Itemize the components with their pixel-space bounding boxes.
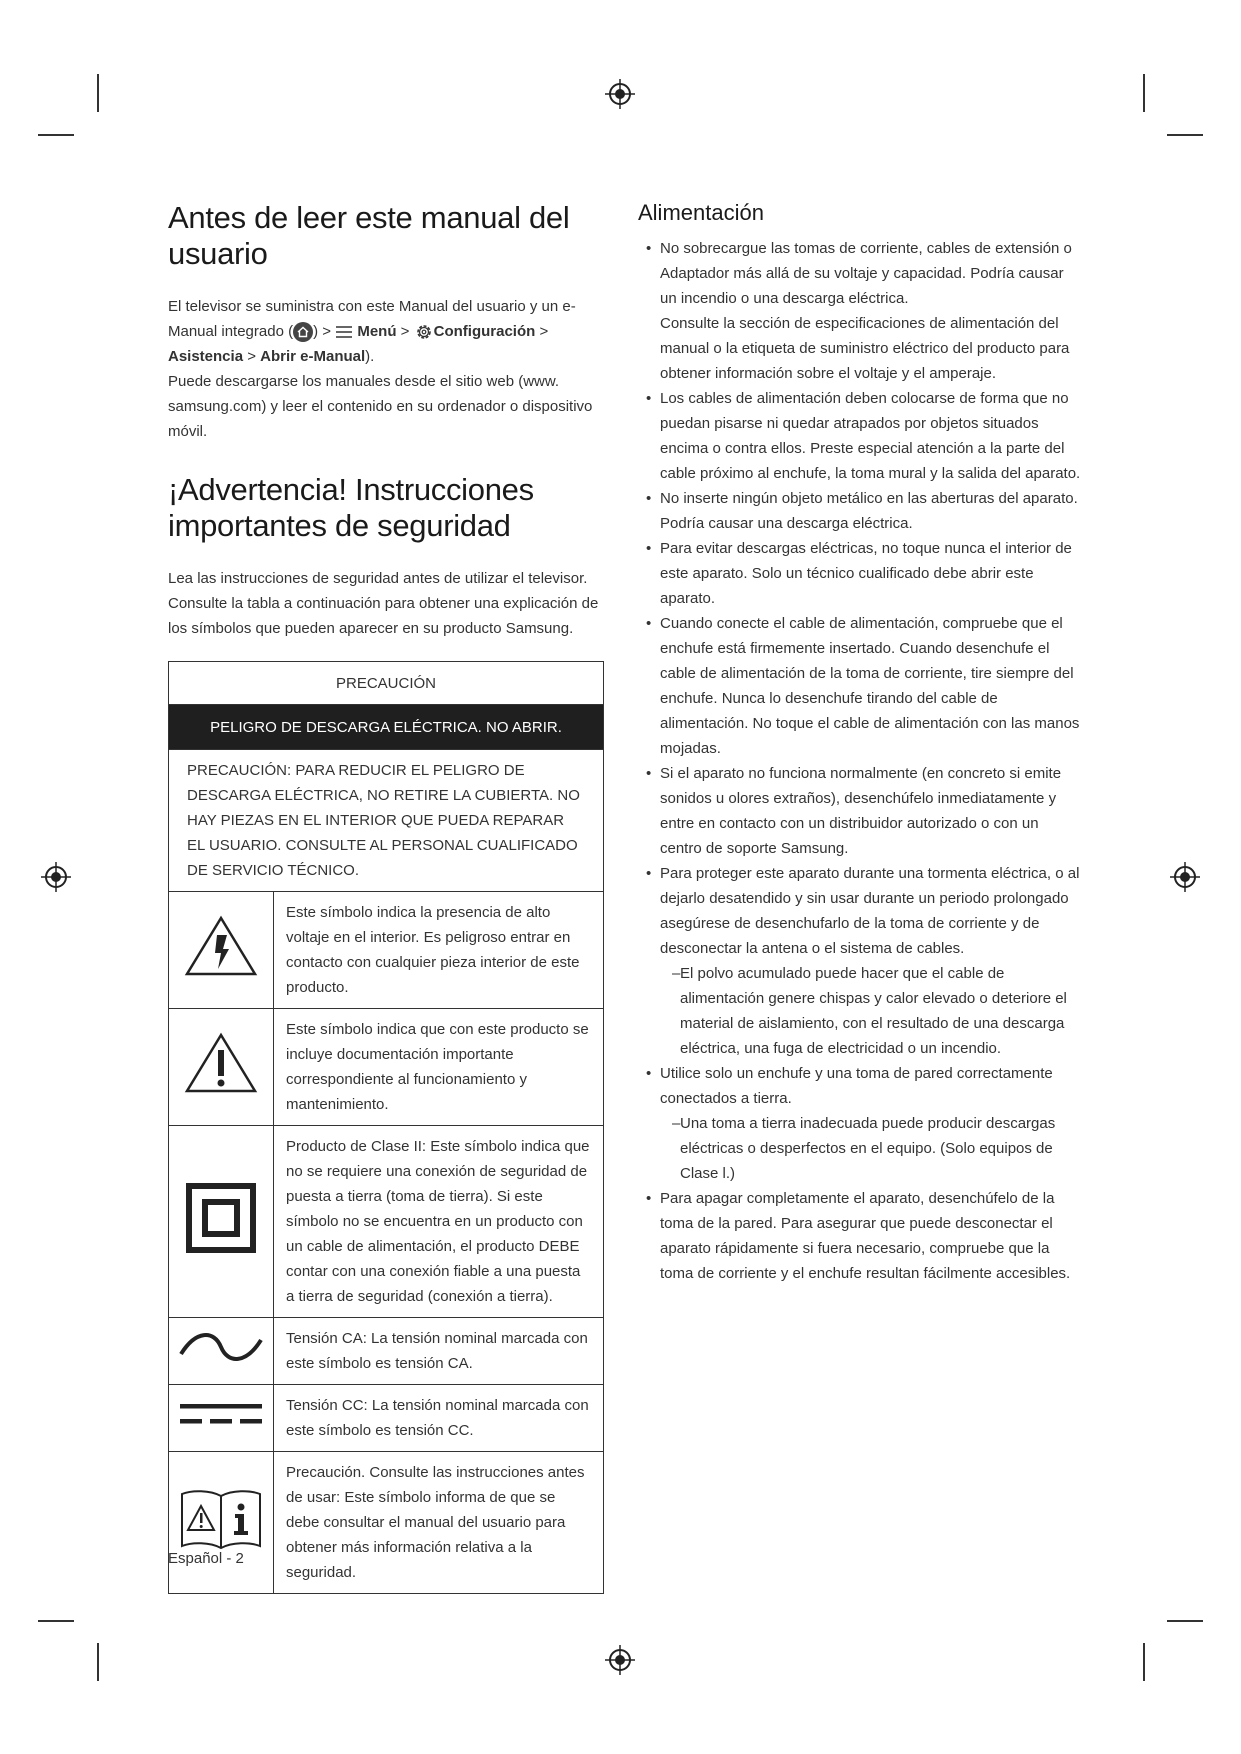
danger-banner: PELIGRO DE DESCARGA ELÉCTRICA. NO ABRIR. <box>169 705 604 750</box>
caution-text: PRECAUCIÓN: PARA REDUCIR EL PELIGRO DE DESCARGA ELÉCTRICA, NO RETIRE LA CUBIERTA. NO HAY PIEZAS EN EL INTERIOR QUE PUEDA REPARAR EL USUARIO. CONSULTE AL PERSONAL CUALIFICADO DE SERVICIO TÉCNICO. <box>169 750 604 892</box>
list-item <box>638 861 1084 1061</box>
bullet-text: Para proteger este aparato durante una tormenta eléctrica, o al dejarlo desatendido y sin usar durante un periodo prolongado asegúrese de desenchufarlo de la toma de corriente y de desconectar la antena o el sistema de cables. <box>660 865 1080 957</box>
menu-icon <box>335 324 353 340</box>
symbol-cell <box>169 1452 274 1594</box>
sub-item: – Una toma a tierra inadecuada puede producir descargas eléctricas o desperfectos en el equipo. (Solo equipos de Clase l.) <box>660 1111 1084 1186</box>
list-item: • Los cables de alimentación deben colocarse de forma que no puedan pisarse ni quedar atrapados por objetos situados encima o contra ellos. Preste especial atención a la parte del cable próximo al enchufe, la toma mural y la salida del aparato. <box>638 386 1084 486</box>
symbol-description: Este símbolo indica que con este producto se incluye documentación importante correspondiente al funcionamiento y mantenimiento. <box>274 1009 604 1126</box>
read-manual-icon <box>178 1486 264 1552</box>
power-bullet-list <box>638 236 1084 1286</box>
crop-mark <box>38 134 74 136</box>
crop-mark <box>1167 134 1203 136</box>
exclamation-triangle-icon <box>184 1032 258 1094</box>
caution-header: PRECAUCIÓN <box>169 662 604 705</box>
class-ii-icon <box>186 1183 256 1253</box>
symbol-cell <box>169 1009 274 1126</box>
symbol-cell <box>169 1318 274 1385</box>
caution-table <box>168 661 604 1594</box>
symbol-cell <box>169 1126 274 1318</box>
home-icon <box>293 322 313 342</box>
left-column <box>168 200 604 1594</box>
gear-icon <box>414 322 434 342</box>
page-title: Antes de leer este manual del usuario <box>168 200 570 271</box>
registration-mark-icon <box>605 79 635 109</box>
crop-mark <box>1143 74 1145 112</box>
registration-mark-icon <box>41 862 71 892</box>
crop-mark <box>97 74 99 112</box>
symbol-description: Precaución. Consulte las instrucciones antes de usar: Este símbolo informa de que se debe consultar el manual del usuario para obtener más información relativa a la seguridad. <box>274 1452 604 1594</box>
list-item: • No inserte ningún objeto metálico en las aberturas del aparato. Podría causar una descarga eléctrica. <box>638 486 1084 536</box>
nav-menu: Menú <box>357 323 397 340</box>
download-paragraph: Puede descargarse los manuales desde el sitio web (www. samsung.com) y leer el contenido en su ordenador o dispositivo móvil. <box>168 373 593 440</box>
symbol-description: Este símbolo indica la presencia de alto voltaje en el interior. Es peligroso entrar en contacto con cualquier pieza interior de este producto. <box>274 892 604 1009</box>
crop-mark <box>1143 1643 1145 1681</box>
nav-separator: > <box>396 323 414 340</box>
symbol-cell <box>169 892 274 1009</box>
intro-text: El televisor se suministra con este Manual del usuario y un e-Manual integrado ( <box>168 298 576 340</box>
page-number: Español - 2 <box>168 1550 244 1567</box>
registration-mark-icon <box>1170 862 1200 892</box>
list-item: • Cuando conecte el cable de alimentación, compruebe que el enchufe está firmemente insertado. Cuando desenchufe el cable de alimentación de la toma de corriente, tire siempre del enchufe. Nunca lo desenchufe tirando del cable de alimentación. No toque el cable de alimentación con las manos mojadas. <box>638 611 1084 761</box>
list-item: • Para apagar completamente el aparato, desenchúfelo de la toma de la pared. Para asegurar que puede desconectar el aparato rápidamente si fuera necesario, compruebe que la toma de corriente y el enchufe resultan fácilmente accesibles. <box>638 1186 1084 1286</box>
warning-title: ¡Advertencia! Instrucciones importantes de seguridad <box>168 472 534 543</box>
crop-mark <box>97 1643 99 1681</box>
bullet-text: No sobrecargue las tomas de corriente, cables de extensión o Adaptador más allá de su voltaje y capacidad. Podría causar un incendio o una descarga eléctrica. <box>660 240 1072 307</box>
nav-separator: > <box>243 348 261 365</box>
nav-separator: > <box>535 323 549 340</box>
section-title: Alimentación <box>638 200 764 225</box>
dc-voltage-icon <box>178 1399 264 1429</box>
registration-mark-icon <box>605 1645 635 1675</box>
sub-item: – El polvo acumulado puede hacer que el cable de alimentación genere chispas y calor elevado o deteriore el material de aislamiento, con el resultado de una descarga eléctrica, una fuga de electricidad o un incendio. <box>660 961 1084 1061</box>
warning-paragraph: Lea las instrucciones de seguridad antes de utilizar el televisor. Consulte la tabla a continuación para obtener una explicación de los símbolos que pueden aparecer en su producto Samsung. <box>168 570 599 637</box>
nav-settings: Configuración <box>433 323 536 340</box>
list-item: • Para evitar descargas eléctricas, no toque nunca el interior de este aparato. Solo un técnico cualificado debe abrir este aparato. <box>638 536 1084 611</box>
bullet-text: Utilice solo un enchufe y una toma de pared correctamente conectados a tierra. <box>660 1065 1053 1107</box>
ac-voltage-icon <box>178 1332 264 1362</box>
list-item <box>638 236 1084 386</box>
list-item: • Si el aparato no funciona normalmente (en concreto si emite sonidos u olores extraños), desenchúfelo inmediatamente y entre en contacto con un distribuidor autorizado o con un centro de soporte Samsung. <box>638 761 1084 861</box>
symbol-description: Tensión CA: La tensión nominal marcada con este símbolo es tensión CA. <box>274 1318 604 1385</box>
bullet-extra: Consulte la sección de especificaciones de alimentación del manual o la etiqueta de suministro eléctrico del producto para obtener información sobre el voltaje y el amperaje. <box>660 315 1070 382</box>
nav-open-emanual: Abrir e-Manual <box>260 348 366 365</box>
nav-separator: ) > <box>313 323 336 340</box>
high-voltage-icon <box>184 915 258 977</box>
symbol-description: Tensión CC: La tensión nominal marcada con este símbolo es tensión CC. <box>274 1385 604 1452</box>
intro-paragraph <box>168 294 604 369</box>
crop-mark <box>1167 1620 1203 1622</box>
list-item <box>638 1061 1084 1186</box>
nav-end: ). <box>365 348 375 365</box>
nav-support: Asistencia <box>168 348 244 365</box>
symbol-cell <box>169 1385 274 1452</box>
crop-mark <box>38 1620 74 1622</box>
symbol-description: Producto de Clase II: Este símbolo indica que no se requiere una conexión de seguridad de puesta a tierra (toma de tierra). Si este símbolo no se encuentra en un producto con un cable de alimentación, el producto DEBE contar con una conexión fiable a una puesta a tierra de seguridad (conexión a tierra). <box>274 1126 604 1318</box>
right-column <box>638 200 1084 1286</box>
